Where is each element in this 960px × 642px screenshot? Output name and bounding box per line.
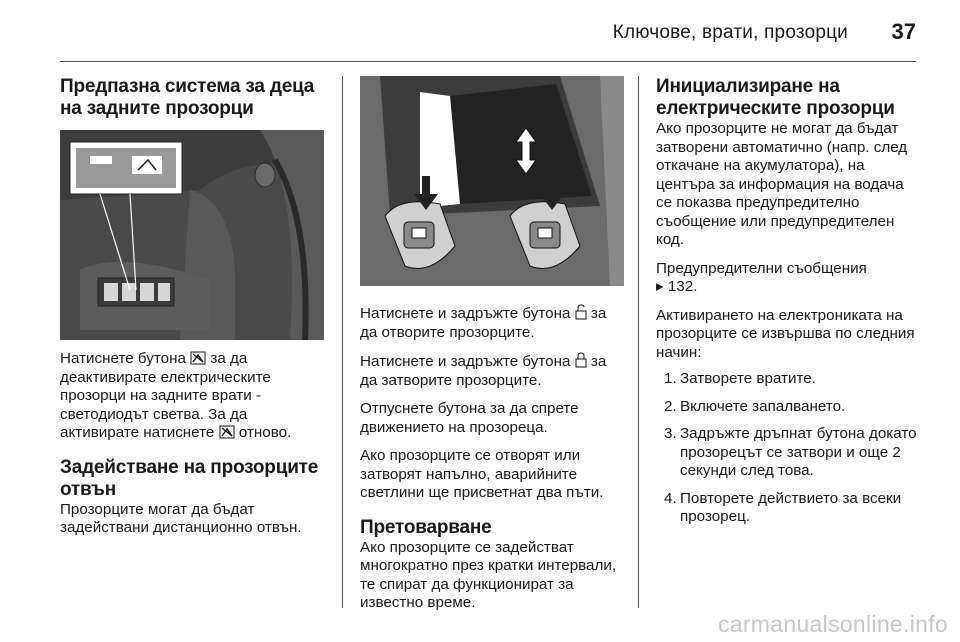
overload-heading: Претоварване — [360, 516, 492, 538]
remote-key-illustration — [360, 76, 624, 286]
child-lock-icon — [190, 351, 206, 365]
column-divider-1 — [342, 76, 343, 608]
header-divider — [60, 61, 916, 62]
steps-list — [656, 370, 920, 527]
initialization-text: Ако прозорците не могат да бъдат затворени автоматично (напр. след откачане на акумулатора), на центъра за информация на водача се показва предупредително съобщение или предупредителен код. — [656, 120, 908, 248]
warning-messages-ref: Предупредителни съобщения ▸ 132. — [656, 259, 867, 295]
watermark: carmanualsonline.info — [717, 611, 948, 637]
page-ref-icon: ▸ — [656, 278, 664, 295]
remote-operation-text: Прозорците могат да бъдат задействани дистанционно отвън. — [60, 500, 302, 536]
lock-button-icon — [575, 352, 587, 368]
list-item: 3. Задръжте дръпнат бутона докато прозорецът се затвори и още 2 секунди след това. — [664, 425, 917, 479]
hazard-lights-text: Ако прозорците се отворят или затворят напълно, аварийните светлини ще присветнат два пъти. — [360, 447, 604, 501]
child-lock-icon — [219, 425, 235, 439]
overload-text: Ако прозорците се задействат многократно през кратки интервали, те спират да функционират за известно време. — [360, 538, 617, 611]
child-lock-heading: Предпазна система за деца на задните прозорци — [60, 76, 315, 119]
door-panel-illustration — [60, 130, 324, 340]
close-windows-text: Натиснете и задръжте бутона за да затворите прозорците. — [360, 353, 607, 389]
activation-intro-text: Активирането на електрониката на прозорците се извършва по следния начин: — [656, 306, 915, 361]
release-button-text: Отпуснете бутона за да спрете движението на прозореца. — [360, 400, 579, 436]
initialization-heading: Инициализиране на електрическите прозорци — [656, 76, 895, 119]
unlock-button-icon — [575, 304, 587, 320]
column-1 — [60, 76, 326, 538]
list-item: 2. Включете запалването. — [664, 397, 846, 415]
column-3 — [656, 76, 920, 536]
column-divider-2 — [638, 76, 639, 608]
child-lock-text: Натиснете бутона за да деактивирате електрическите прозорци на задните врати - светодиодът светва. За да активирате натиснете отново. — [60, 350, 292, 441]
page-number: 37 — [891, 19, 916, 44]
list-item: 1. Затворете вратите. — [664, 370, 816, 387]
open-windows-text: Натиснете и задръжте бутона за да отворите прозорците. — [360, 305, 607, 341]
page-title: Ключове, врати, прозорци — [612, 22, 848, 43]
remote-operation-heading: Задействане на прозорците отвън — [60, 456, 319, 500]
page-ref-link[interactable]: 132. — [667, 278, 698, 295]
column-2 — [360, 76, 624, 613]
list-item: 4. Повторете действието за всеки прозорец. — [664, 489, 902, 525]
